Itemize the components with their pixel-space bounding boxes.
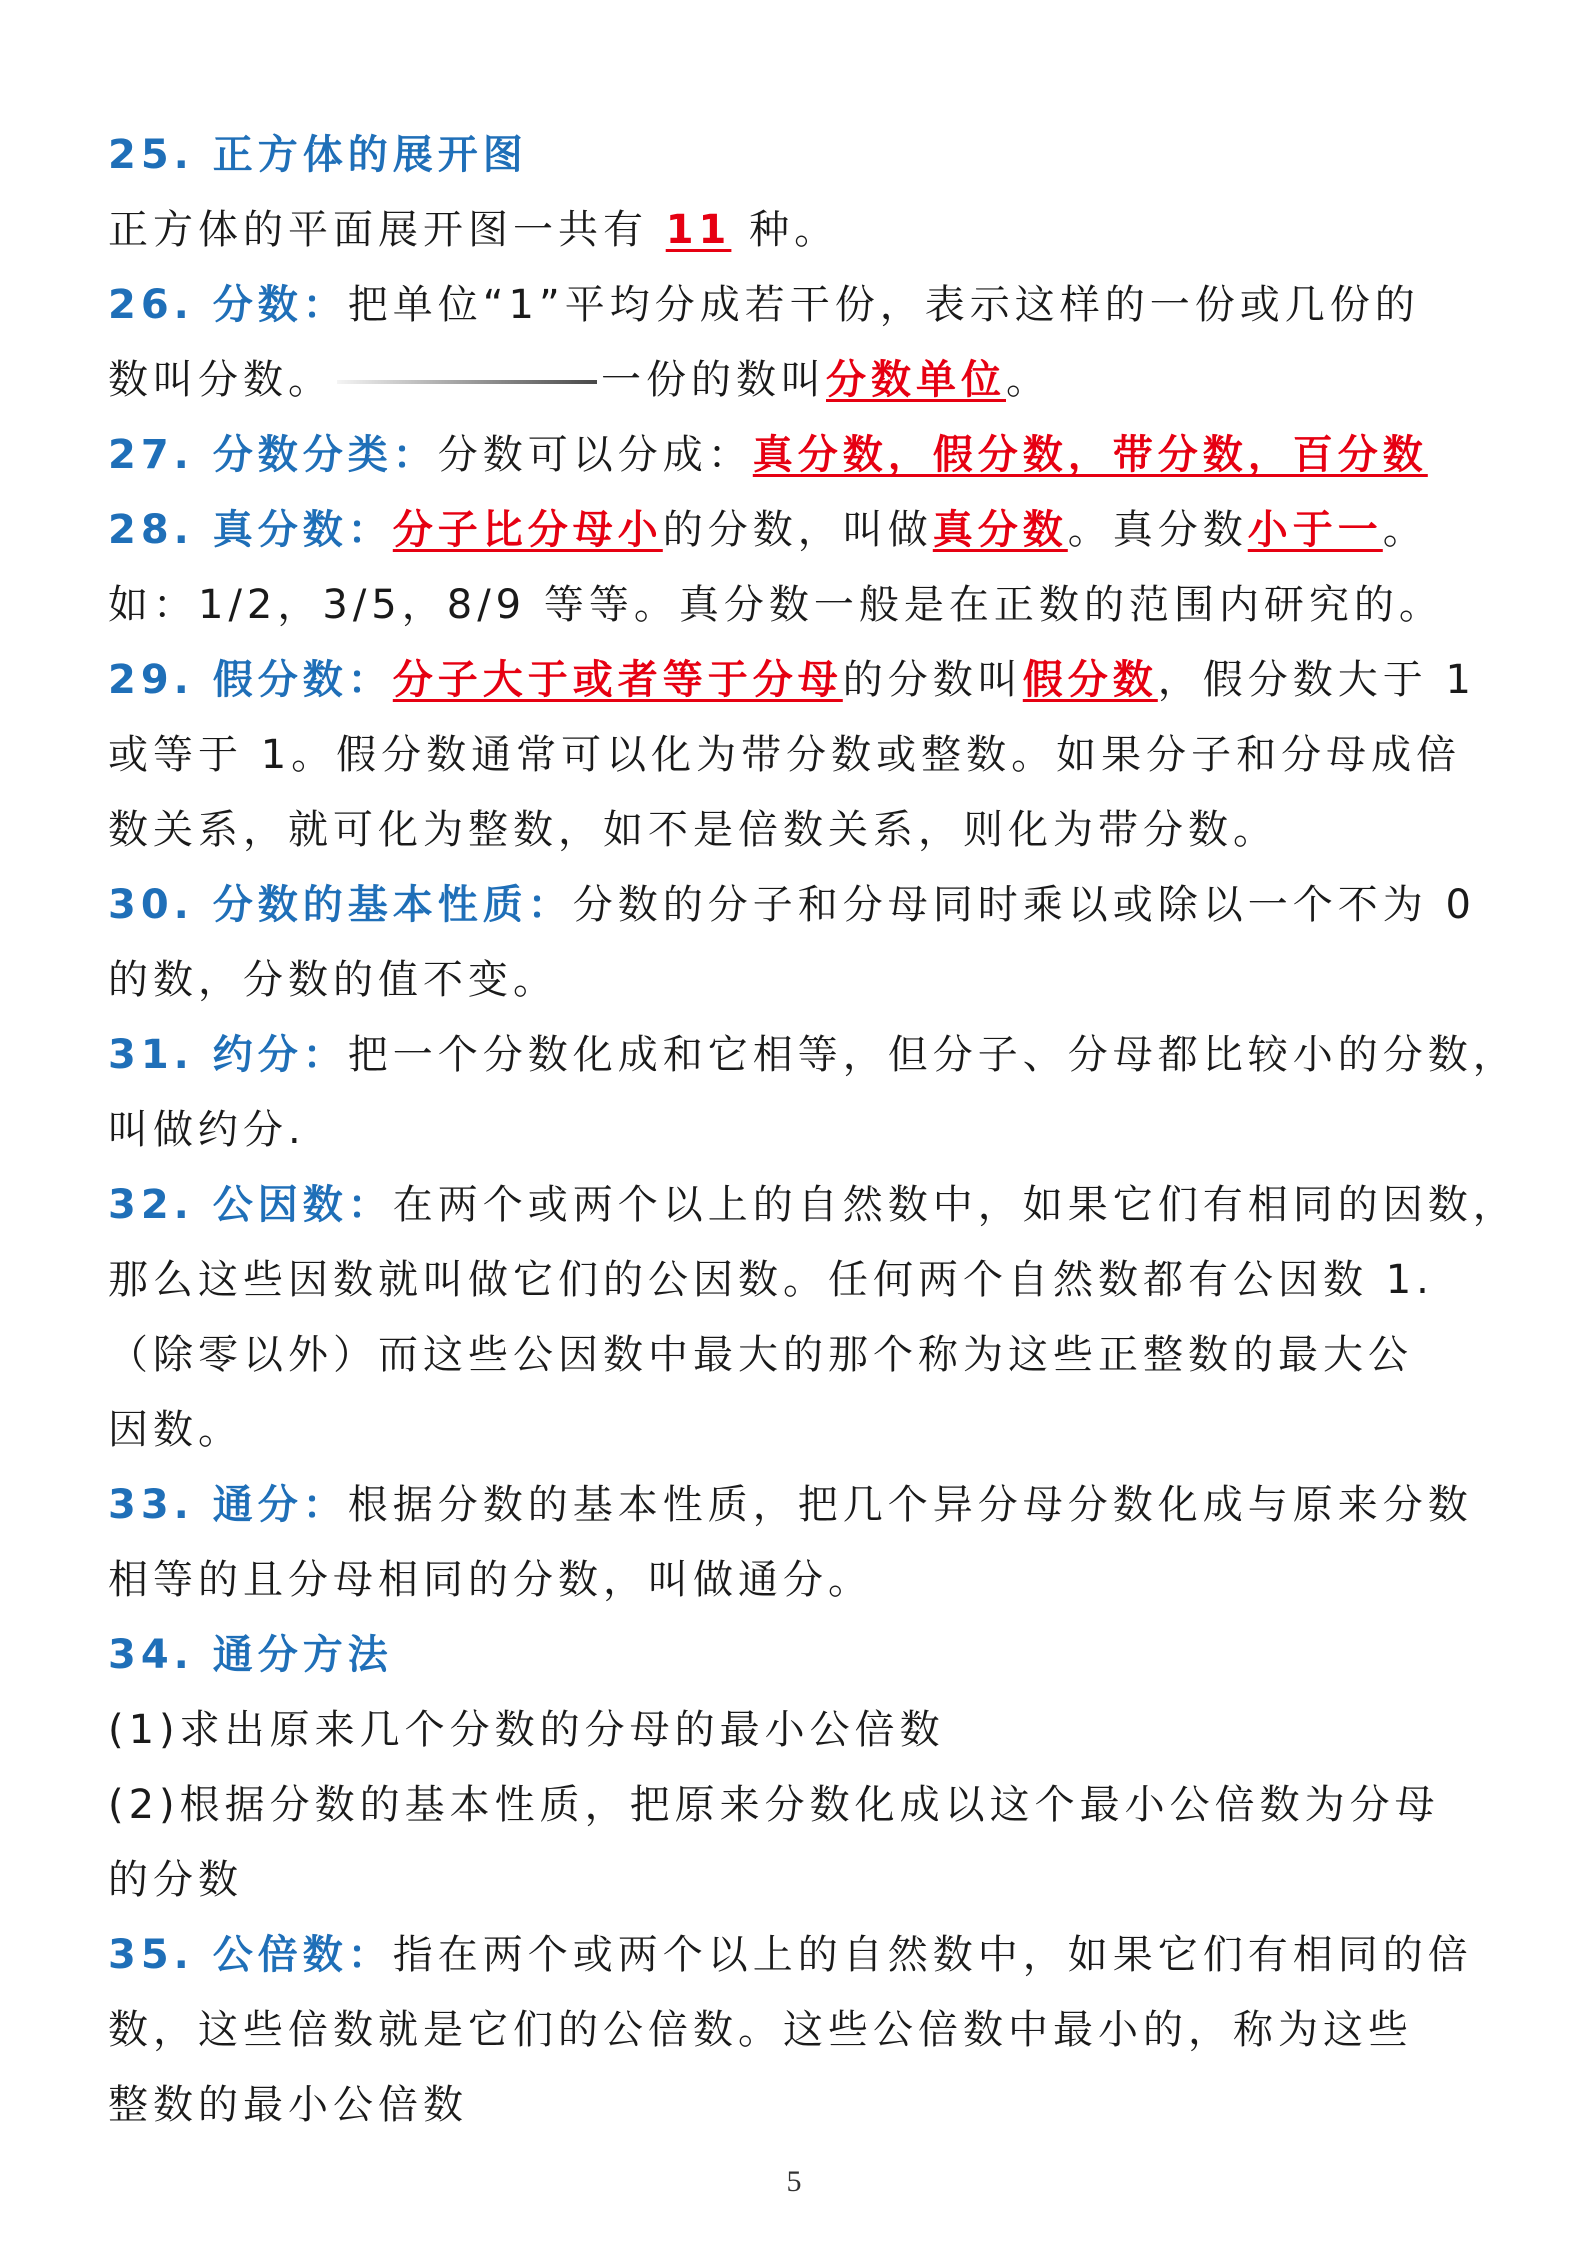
- heading: 30. 分数的基本性质：: [108, 882, 573, 928]
- heading: 31. 约分：: [108, 1032, 348, 1078]
- body-text: 数叫分数。: [108, 357, 333, 403]
- section-34-title: [108, 1618, 1488, 1693]
- body-text: （除零以外）而这些公因数中最大的那个称为这些正整数的最大公: [108, 1332, 1413, 1378]
- section-29-line-1: [108, 643, 1488, 718]
- section-34-step-2-line-2: [108, 1843, 1488, 1918]
- section-28-line-2: [108, 568, 1488, 643]
- section-31-line-1: [108, 1018, 1518, 1093]
- section-32-line-3: [108, 1318, 1488, 1393]
- body-text: 的分数，叫做: [662, 507, 933, 553]
- body-text: 种。: [749, 207, 840, 253]
- section-28-line-1: [108, 493, 1488, 568]
- heading: 27. 分数分类：: [108, 432, 438, 478]
- body-text: 叫做约分.: [108, 1107, 306, 1153]
- section-32-line-1: [108, 1168, 1518, 1243]
- answer-text: 真分数，假分数，带分数，百分数: [752, 432, 1428, 478]
- body-text: 那么这些因数就叫做它们的公因数。任何两个自然数都有公因数 1.: [108, 1257, 1434, 1303]
- section-29-line-3: [108, 793, 1488, 868]
- section-34-step-1: [108, 1693, 1488, 1768]
- body-text: 正方体的平面展开图一共有: [108, 207, 648, 253]
- body-text: 根据分数的基本性质，把几个异分母分数化成与原来分数: [347, 1482, 1473, 1528]
- body-text: 分数可以分成：: [437, 432, 753, 478]
- document-page: [108, 118, 1518, 2143]
- heading: 32. 公因数：: [108, 1182, 393, 1228]
- section-33-line-2: [108, 1543, 1488, 1618]
- section-35-line-3: [108, 2068, 1488, 2143]
- body-text: 整数的最小公倍数: [108, 2082, 468, 2128]
- answer-text: 真分数: [932, 507, 1068, 553]
- section-25-title: [108, 118, 1488, 193]
- answer-text: 分子大于或者等于分母: [392, 657, 843, 703]
- answer-text: 分子比分母小: [392, 507, 663, 553]
- answer-text: 11: [665, 207, 732, 253]
- body-text: 或等于 1。假分数通常可以化为带分数或整数。如果分子和分母成倍: [108, 732, 1462, 778]
- section-35-line-2: [108, 1993, 1488, 2068]
- body-text: (2)根据分数的基本性质，把原来分数化成以这个最小公倍数为分母: [108, 1782, 1440, 1828]
- body-text: 的分数叫: [842, 657, 1023, 703]
- body-text: 把单位“1”平均分成若干份，表示这样的一份或几份的: [347, 282, 1420, 328]
- body-text: 。: [1382, 507, 1428, 553]
- section-32-line-4: [108, 1393, 1488, 1468]
- body-text: (1)求出原来几个分数的分母的最小公倍数: [108, 1707, 945, 1753]
- answer-text: 小于一: [1247, 507, 1383, 553]
- section-34-step-2-line-1: [108, 1768, 1488, 1843]
- body-text: 因数。: [108, 1407, 243, 1453]
- section-26-line-1: [108, 268, 1488, 343]
- section-30-line-1: [108, 868, 1488, 943]
- body-text: 的数，分数的值不变。: [108, 957, 558, 1003]
- body-text: 一份的数叫: [601, 357, 826, 403]
- body-text: 。: [1006, 357, 1051, 403]
- section-27: [108, 418, 1488, 493]
- body-text: 指在两个或两个以上的自然数中，如果它们有相同的倍: [392, 1932, 1473, 1978]
- section-31-line-2: [108, 1093, 1488, 1168]
- body-text: 相等的且分母相同的分数，叫做通分。: [108, 1557, 873, 1603]
- section-30-line-2: [108, 943, 1488, 1018]
- section-35-line-1: [108, 1918, 1488, 1993]
- section-25-body: [108, 193, 1488, 268]
- heading: 29. 假分数：: [108, 657, 393, 703]
- body-text: 如：1/2，3/5，8/9 等等。真分数一般是在正数的范围内研究的。: [108, 582, 1444, 628]
- fill-in-blank-line: [337, 380, 597, 384]
- heading: 33. 通分：: [108, 1482, 348, 1528]
- heading: 35. 公倍数：: [108, 1932, 393, 1978]
- section-29-line-2: [108, 718, 1488, 793]
- heading: 26. 分数：: [108, 282, 348, 328]
- section-33-line-1: [108, 1468, 1488, 1543]
- body-text: 在两个或两个以上的自然数中，如果它们有相同的因数，: [392, 1182, 1518, 1228]
- answer-text: 分数单位: [826, 357, 1006, 403]
- body-text: 的分数: [108, 1857, 243, 1903]
- section-32-line-2: [108, 1243, 1488, 1318]
- body-text: ，假分数大于 1: [1157, 657, 1476, 703]
- body-text: 数，这些倍数就是它们的公倍数。这些公倍数中最小的，称为这些: [108, 2007, 1413, 2053]
- heading: 28. 真分数：: [108, 507, 393, 553]
- body-text: 数关系，就可化为整数，如不是倍数关系，则化为带分数。: [108, 807, 1278, 853]
- body-text: 把一个分数化成和它相等，但分子、分母都比较小的分数，: [347, 1032, 1518, 1078]
- body-text: 分数的分子和分母同时乘以或除以一个不为 0: [572, 882, 1476, 928]
- heading: 34. 通分方法: [108, 1632, 393, 1678]
- answer-text: 假分数: [1022, 657, 1158, 703]
- body-text: 。真分数: [1067, 507, 1248, 553]
- section-26-line-2: [108, 343, 1488, 418]
- page-number: 5: [786, 2165, 802, 2198]
- heading: 25. 正方体的展开图: [108, 132, 528, 178]
